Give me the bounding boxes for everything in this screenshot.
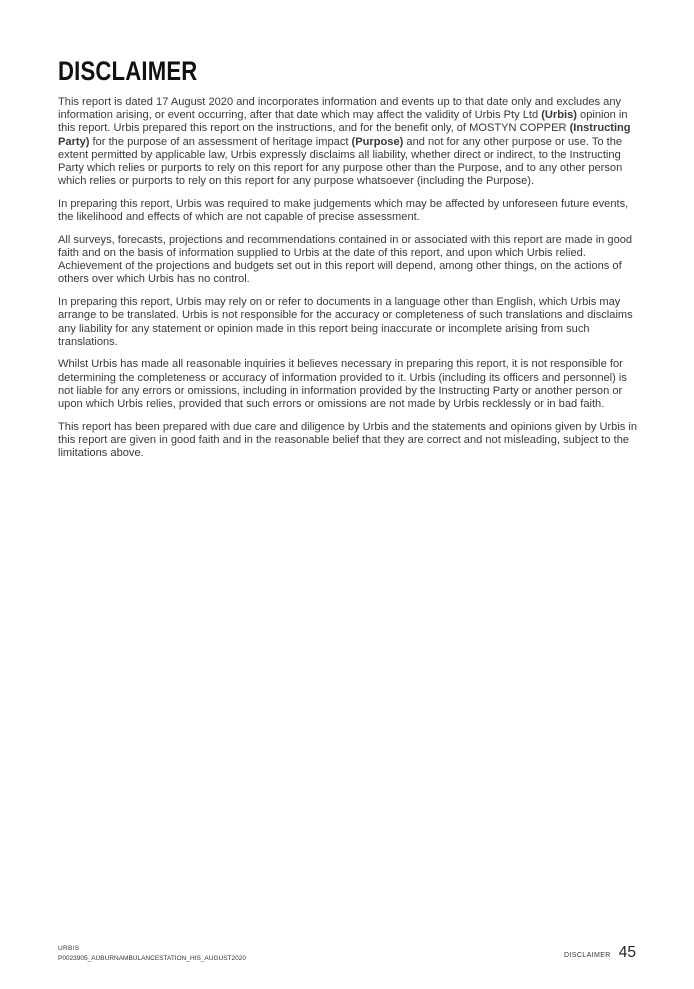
paragraph-text: and not for any other purpose or use. To the extent permitted by applicable law, Urbis expressly disclaims all liability, whether direct or indirect, to the Instructing Party which relies or purports to rely on this report for any purpose other than the Purpose, and to any other person which relies or purports to rely on this report for any purpose whatsoever (including the Purpose). [58, 135, 623, 188]
paragraph-text: This report has been prepared with due care and diligence by Urbis and the statements and opinions given by Urbis in this report are given in good faith and in the reasonable belief that they are correct and not misleading, subject to the limitations above. [58, 420, 638, 460]
footer-company: URBIS [58, 945, 80, 952]
defined-term: (Urbis) [541, 109, 577, 122]
paragraph-text: This report is dated 17 August 2020 and incorporates information and events up to that date only and excludes any information arising, or event occurring, after that date which may affect the validity of Urbis Pty Ltd [58, 96, 622, 122]
page-title: DISCLAIMER [58, 56, 198, 86]
paragraph-text: All surveys, forecasts, projections and recommendations contained in or associated with this report are made in good faith and on the basis of information supplied to Urbis at the date of this report, and upon which Urbis relied. Achievement of the projections and budgets set out in this report will depend, among other things, on the actions of others over which Urbis has no control. [58, 233, 633, 286]
disclaimer-paragraph [58, 358, 638, 411]
disclaimer-paragraph [58, 234, 638, 287]
disclaimer-paragraph [58, 96, 638, 188]
footer-left [58, 944, 246, 963]
paragraph-text: In preparing this report, Urbis was required to make judgements which may be affected by unforeseen future events, the likelihood and effects of which are not capable of precise assessment. [58, 197, 629, 224]
paragraph-text: Whilst Urbis has made all reasonable inquiries it believes necessary in preparing this report, it is not responsible for determining the completeness or accuracy of information provided to it. Urbis (including its officers and personnel) is not liable for any errors or omissions, including in information provided by the Instructing Party or another person or upon which Urbis relies, provided that such errors or omissions are not made by Urbis recklessly or in bad faith. [58, 358, 627, 411]
footer-report-reference: P0023905_AUBURNAMBULANCESTATION_HIS_AUGUST2020 [58, 955, 246, 962]
paragraph-text: opinion in this report. Urbis prepared this report on the instructions, and for the benefit only, of MOSTYN COPPER [58, 109, 628, 135]
disclaimer-paragraph [58, 296, 638, 349]
paragraph-text: for the purpose of an assessment of heritage impact [89, 135, 352, 148]
defined-term: (Purpose) [351, 135, 404, 148]
defined-term: (Instructing Party) [58, 122, 631, 148]
disclaimer-body [58, 96, 638, 470]
disclaimer-paragraph [58, 198, 638, 224]
footer-right [564, 944, 636, 962]
disclaimer-paragraph [58, 421, 638, 461]
page-number: 45 [618, 944, 636, 961]
paragraph-text: In preparing this report, Urbis may rely on or refer to documents in a language other than English, which Urbis may arrange to be translated. Urbis is not responsible for the accuracy or completeness of such translations and disclaims any liability for any statement or opinion made in this report being inaccurate or incomplete arising from such translations. [58, 296, 633, 348]
footer-section-label: DISCLAIMER [563, 952, 611, 959]
